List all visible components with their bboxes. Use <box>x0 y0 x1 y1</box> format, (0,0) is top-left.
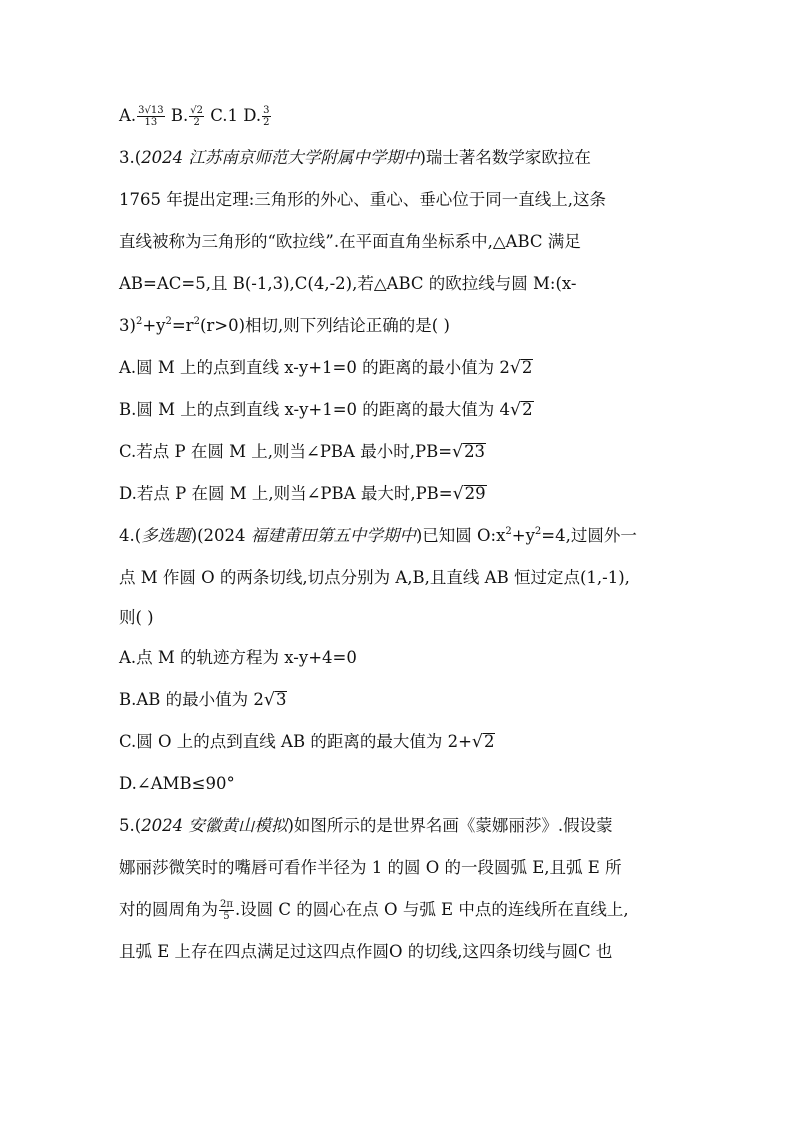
q5-line-2: 娜丽莎微笑时的嘴唇可看作半径为 1 的圆 O 的一段圆弧 E,且弧 E 所 <box>119 858 622 877</box>
option-b-label: B. <box>170 106 189 125</box>
q4-line-2: 点 M 作圆 O 的两条切线,切点分别为 A,B,且直线 AB 恒过定点(1,-1), <box>119 568 630 587</box>
q3-line-1: 3.(2024 江苏南京师范大学附属中学期中)瑞士著名数学家欧拉在 <box>119 148 591 167</box>
q5-line-4: 且弧 E 上存在四点满足过这四点作圆O 的切线,这四条切线与圆C 也 <box>119 942 613 961</box>
q4-option-a: A.点 M 的轨迹方程为 x-y+4=0 <box>119 648 357 667</box>
q4-line-3: 则( ) <box>119 608 154 627</box>
fraction-2pi-5: $\frac{2\pi}{5}$ <box>220 899 233 922</box>
q2-options <box>119 104 272 128</box>
q3-option-b: B.圆 M 上的点到直线 x-y+1=0 的距离的最大值为 4√2 <box>119 400 533 420</box>
q3-option-c: C.若点 P 在圆 M 上,则当∠PBA 最小时,PB=√23 <box>119 442 486 462</box>
fraction-b: $\frac{√2}{2}$ <box>190 105 203 128</box>
q4-line-1: 4.(多选题)(2024 福建莆田第五中学期中)已知圆 $O:x^2+y^2=4$,过圆外一 <box>119 526 637 545</box>
q4-option-d: D.∠AMB≤90° <box>119 774 235 793</box>
q3-line-4: AB=AC=5,且 B(-1,3),C(4,-2),若△ABC 的欧拉线与圆 M:(x- <box>119 274 577 293</box>
q3-line-5: $3)^2+y^2=r^2(r>0)$相切,则下列结论正确的是( ) <box>119 316 450 335</box>
fraction-a: $\frac{3√13}{13}$ <box>138 105 164 128</box>
q3-line-3: 直线被称为三角形的“欧拉线”.在平面直角坐标系中,△ABC 满足 <box>119 232 581 251</box>
option-d-label: D. <box>243 106 262 125</box>
option-a-label: A. <box>119 106 137 125</box>
q3-option-a: A.圆 M 上的点到直线 x-y+1=0 的距离的最小值为 2√2 <box>119 358 533 378</box>
q3-line-2: 1765 年提出定理:三角形的外心、重心、垂心位于同一直线上,这条 <box>119 190 607 209</box>
q4-option-c: C.圆 O 上的点到直线 AB 的距离的最大值为 2+√2 <box>119 732 495 752</box>
q3-option-d: D.若点 P 在圆 M 上,则当∠PBA 最大时,PB=√29 <box>119 484 486 504</box>
q4-option-b: B.AB 的最小值为 2√3 <box>119 690 287 710</box>
q5-line-3: 对的圆周角为 $\frac{2\pi}{5}$ .设圆 C 的圆心在点 O 与弧 E 中点的连线所在直线上, <box>119 899 629 922</box>
fraction-d: $\frac{3}{2}$ <box>263 105 270 128</box>
q5-line-1: 5.(2024 安徽黄山模拟)如图所示的是世界名画《蒙娜丽莎》.假设蒙 <box>119 816 613 835</box>
option-c: C.1 <box>210 106 239 125</box>
